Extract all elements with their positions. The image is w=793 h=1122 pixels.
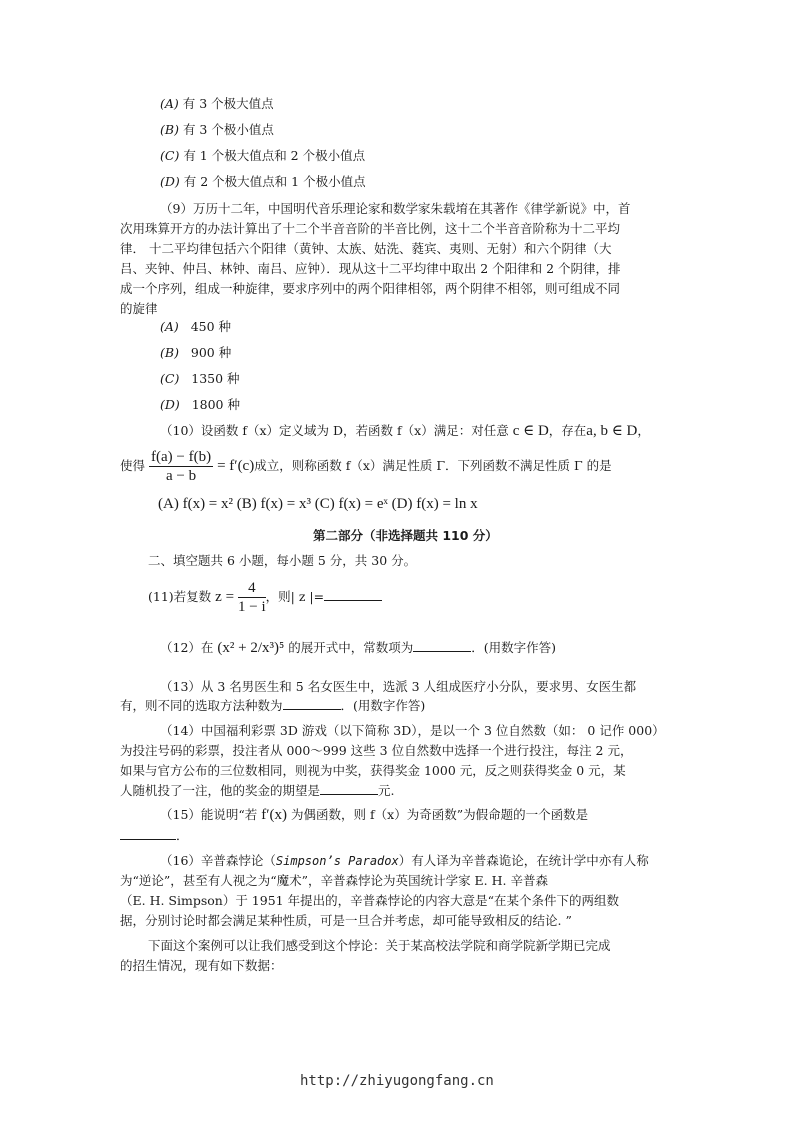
- answer-blank[interactable]: [120, 839, 176, 840]
- q9-line-1: （9）万历十二年，中国明代音乐理论家和数学家朱载堉在其著作《律学新说》中，首: [160, 201, 631, 216]
- q10-line-1: [160, 423, 650, 439]
- q9-option-a: [160, 319, 231, 335]
- q9-option-d: [160, 397, 240, 413]
- q13-text-a: 有，则不同的选取方法种数为: [120, 698, 283, 713]
- q10-fraction: [149, 448, 213, 485]
- q12: [160, 634, 556, 662]
- q12-expression: (x² + 2/x³)⁵: [217, 640, 285, 656]
- q10-options: (A) f(x) = x² (B) f(x) = x³ (C) f(x) = eˣ (D) f(x) = ln x: [158, 496, 478, 512]
- answer-blank[interactable]: [413, 651, 471, 652]
- q10-text-a: （10）设函数 f（x）定义域为 D，若函数 f（x）满足：对任意: [160, 423, 509, 438]
- q9-option-c: [160, 371, 240, 387]
- q8-option-c: [160, 148, 365, 164]
- q9-line-5: 成一个序列，组成一种旋律，要求序列中的两个阳律相邻，两个阴律不相邻，则可组成不同: [120, 281, 621, 296]
- q9-line-6: 的旋律: [120, 301, 158, 316]
- q12-suffix: 的展开式中，常数项为: [288, 640, 414, 655]
- option-letter: (B): [160, 345, 179, 360]
- closing-line-2: 的招生情况，现有如下数据：: [120, 958, 283, 973]
- closing-line-1: 下面这个案例可以让我们感受到这个悖论：关于某高校法学院和商学院新学期已完成: [148, 938, 611, 953]
- option-text: 1800 种: [191, 397, 240, 412]
- option-letter: (C): [160, 148, 180, 163]
- q15-line-2: [120, 828, 189, 844]
- q13-line-1: （13）从 3 名男医生和 5 名女医生中，选派 3 人组成医疗小分队，要求男、女医生都: [160, 679, 637, 694]
- fraction-denominator: 1 − i: [238, 599, 266, 615]
- q14-line-1: （14）中国福利彩票 3D 游戏（以下简称 3D），是以一个 3 位自然数（如： 0 记作 000）: [160, 723, 665, 738]
- q9-line-4: 吕、夹钟、仲吕、林钟、南吕、应钟）．现从这十二平均律中取出 2 个阳律和 2 个阴律，排: [120, 261, 621, 276]
- q15-line-1: [160, 807, 588, 823]
- q8-option-a: [160, 96, 274, 112]
- q15-end: ．: [176, 828, 189, 843]
- option-letter: (A): [160, 96, 179, 111]
- q16-line-2: 为“逆论”，甚至有人视之为“魔术”，辛普森悖论为英国统计学家 E. H. 辛普森: [120, 873, 548, 888]
- option-text: 有 2 个极大值点和 1 个极小值点: [183, 174, 366, 189]
- q11: [148, 577, 382, 617]
- q10-text-usage: 使得: [120, 458, 146, 473]
- q16-line-3: （E. H. Simpson）于 1951 年提出的，辛普森悖论的内容大意是“在某个条件下的两组数: [120, 893, 619, 908]
- q11-suffix: ，则| z |=: [265, 589, 325, 604]
- option-text: 有 3 个极小值点: [182, 122, 274, 137]
- q10-line-2: [120, 446, 612, 486]
- q16-english-term: Simpson’s Paradox: [275, 854, 399, 868]
- q15-derivative: f′(x): [261, 807, 288, 823]
- q16-line-1: [160, 853, 649, 869]
- q13-text-b: ．(用数字作答): [340, 698, 426, 713]
- option-text: 有 3 个极大值点: [182, 96, 274, 111]
- q16-text-a: （16）辛普森悖论（: [160, 853, 276, 868]
- option-letter: (D): [160, 174, 180, 189]
- fraction-numerator: 4: [238, 579, 266, 598]
- q14-line-3: 如果与官方公布的三位数相同，则视为中奖，获得奖金 1000 元，反之则获得奖金 0 元，某: [120, 763, 626, 778]
- q14-text-a: 人随机投了一注，他的奖金的期望是: [120, 783, 321, 798]
- part2-heading: 第二部分（非选择题共 110 分）: [313, 528, 498, 543]
- option-letter: (B): [160, 122, 179, 137]
- q9-line-3: 律． 十二平均律包括六个阳律（黄钟、太族、姑洗、蕤宾、夷则、无射）和六个阴律（大: [120, 241, 612, 256]
- option-letter: (D): [160, 397, 180, 412]
- q10-math-ab-in-d: a, b ∈ D: [586, 423, 638, 439]
- q10-derivative: = f′(c): [217, 458, 255, 474]
- q16-text-c: ）有人译为辛普森诡论，在统计学中亦有人称: [398, 853, 649, 868]
- answer-blank[interactable]: [320, 794, 378, 795]
- q13-line-2: [120, 698, 425, 714]
- option-text: 1350 种: [191, 371, 240, 386]
- q9-line-2: 次用珠算开方的办法计算出了十二个半音音阶的半音比例，这十二个半音音阶称为十二平均: [120, 221, 621, 236]
- fraction-numerator: f(a) − f(b): [151, 449, 212, 465]
- q11-fraction: [238, 579, 266, 616]
- fraction-denominator: a − b: [165, 468, 197, 484]
- q15-text-a: （15）能说明“若: [160, 807, 258, 822]
- q8-option-b: [160, 122, 274, 138]
- q11-prefix: (11)若复数: [148, 589, 212, 604]
- option-letter: (A): [160, 319, 179, 334]
- q12-prefix: （12）在: [160, 640, 214, 655]
- option-text: 900 种: [190, 345, 232, 360]
- answer-blank[interactable]: [324, 600, 382, 601]
- q10-math-c-in-d: c ∈ D: [512, 423, 549, 439]
- q15-text-c: 为偶函数，则 f（x）为奇函数”为假命题的一个函数是: [291, 807, 589, 822]
- q10-text-c: ，存在: [548, 423, 587, 438]
- footer-url[interactable]: http://zhiyugongfang.cn: [300, 1073, 494, 1089]
- q12-tail: ．(用数字作答): [471, 640, 556, 655]
- q14-line-4: [120, 783, 395, 799]
- q16-line-4: 据，分别讨论时都会满足某种性质，可是一旦合并考虑，却可能导致相反的结论. ”: [120, 913, 572, 928]
- option-letter: (C): [160, 371, 180, 386]
- option-text: 450 种: [190, 319, 232, 334]
- answer-blank[interactable]: [283, 709, 341, 710]
- part2-intro: 二、填空题共 6 小题，每小题 5 分，共 30 分。: [148, 553, 417, 568]
- q8-option-d: [160, 174, 366, 190]
- q14-text-b: 元.: [378, 783, 395, 798]
- option-text: 有 1 个极大值点和 2 个极小值点: [183, 148, 366, 163]
- q9-option-b: [160, 345, 231, 361]
- q11-z-eq: z =: [215, 589, 235, 605]
- q10-text-e: ，: [637, 423, 650, 438]
- q10-text-property: 成立，则称函数 f（x）满足性质 Γ．下列函数不满足性质 Γ 的是: [254, 458, 612, 473]
- q14-line-2: 为投注号码的彩票，投注者从 000～999 这些 3 位自然数中选择一个进行投注，每注 2 元，: [120, 743, 633, 758]
